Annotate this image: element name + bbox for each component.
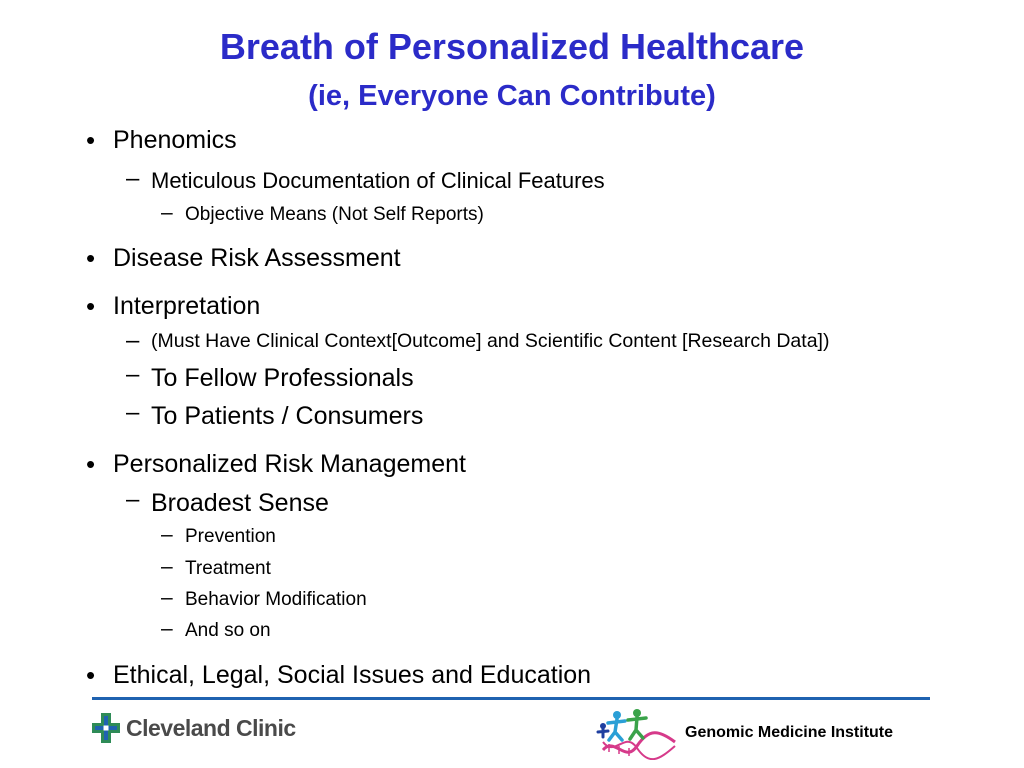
- sub-bullet-item: [126, 327, 830, 354]
- dash-marker: –: [161, 555, 173, 578]
- bullet-marker: •: [86, 291, 96, 321]
- dna-people-icon: [595, 706, 695, 760]
- dash-marker: –: [161, 586, 173, 609]
- sub-bullet-text: To Fellow Professionals: [151, 364, 414, 392]
- sub-sub-bullet-text: Treatment: [185, 558, 271, 579]
- bullet-text: Interpretation: [113, 292, 261, 320]
- bullet-item: [86, 291, 261, 321]
- genomic-medicine-institute-text: Genomic Medicine Institute: [685, 724, 894, 741]
- sub-bullet-text: (Must Have Clinical Context[Outcome] and Scientific Content [Research Data]): [151, 330, 830, 352]
- bullet-marker: •: [86, 125, 96, 155]
- bullet-marker: •: [86, 243, 96, 273]
- bullet-item: [86, 660, 592, 690]
- cleveland-clinic-logo-text: Cleveland Clinic: [126, 714, 296, 741]
- sub-bullet-item: [126, 165, 605, 194]
- bullet-text: Phenomics: [113, 126, 237, 154]
- sub-bullet-text: Broadest Sense: [151, 489, 329, 517]
- bullet-item: [86, 243, 401, 273]
- dash-marker: –: [161, 201, 173, 224]
- cleveland-clinic-logo: [92, 713, 296, 743]
- dash-marker: –: [126, 165, 140, 192]
- sub-bullet-text: To Patients / Consumers: [151, 402, 424, 430]
- genomic-medicine-institute-logo: [595, 706, 893, 760]
- bullet-text: Personalized Risk Management: [113, 450, 466, 478]
- sub-sub-bullet-item: [161, 523, 276, 548]
- bullet-marker: •: [86, 449, 96, 479]
- dash-marker: –: [126, 486, 140, 513]
- dash-marker: –: [126, 327, 140, 354]
- sub-sub-bullet-item: [161, 617, 271, 642]
- sub-sub-bullet-item: [161, 201, 484, 226]
- sub-bullet-text: Meticulous Documentation of Clinical Features: [151, 168, 605, 193]
- sub-sub-bullet-text: Behavior Modification: [185, 589, 367, 610]
- dash-marker: –: [161, 523, 173, 546]
- slide-subtitle: (ie, Everyone Can Contribute): [308, 80, 716, 112]
- sub-sub-bullet-text: Prevention: [185, 526, 276, 547]
- footer-divider: [92, 697, 930, 700]
- bullet-item: [86, 125, 237, 155]
- bullet-item: [86, 449, 466, 479]
- bullet-text: Disease Risk Assessment: [113, 244, 401, 272]
- bullet-text: Ethical, Legal, Social Issues and Education: [113, 661, 592, 689]
- sub-sub-bullet-item: [161, 555, 271, 580]
- cleveland-clinic-cross-icon: [92, 713, 120, 743]
- sub-sub-bullet-text: And so on: [185, 620, 271, 641]
- sub-sub-bullet-item: [161, 586, 367, 611]
- dash-marker: –: [161, 617, 173, 640]
- bullet-marker: •: [86, 660, 96, 690]
- dash-marker: –: [126, 361, 140, 388]
- sub-bullet-item: [126, 399, 424, 431]
- slide-title: Breath of Personalized Healthcare: [219, 26, 805, 67]
- sub-bullet-item: [126, 361, 414, 393]
- sub-bullet-item: [126, 486, 329, 518]
- dash-marker: –: [126, 399, 140, 426]
- sub-sub-bullet-text: Objective Means (Not Self Reports): [185, 204, 484, 225]
